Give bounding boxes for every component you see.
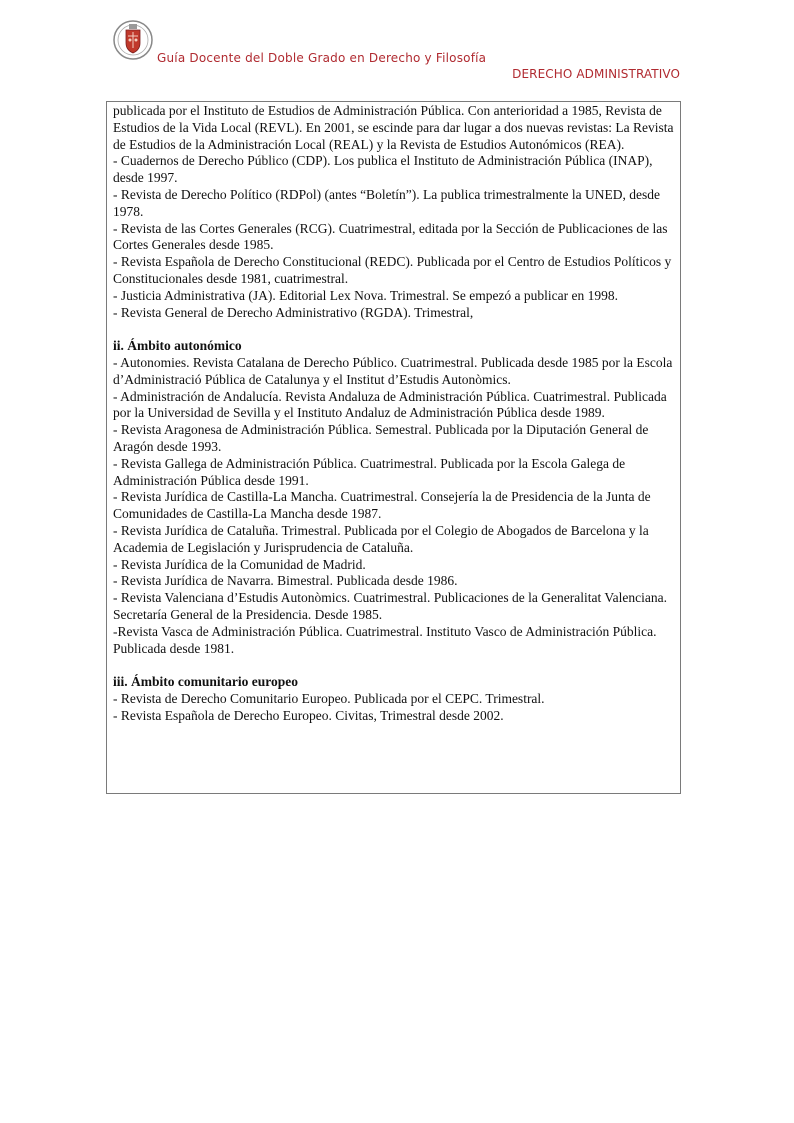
content-box [106, 101, 681, 794]
list-item: - Revista Aragonesa de Administración Pública. Semestral. Publicada por la Diputación General de Aragón desde 1993. [113, 422, 649, 454]
list-item: - Revista Jurídica de la Comunidad de Madrid. [113, 556, 366, 572]
university-crest-icon [112, 16, 154, 64]
document-title: Guía Docente del Doble Grado en Derecho y Filosofía [157, 51, 487, 65]
list-item: - Revista Jurídica de Castilla-La Mancha. Cuatrimestral. Consejería la de Presidencia de la Junta de Comunidades de Castilla-La Mancha desde 1987. [113, 489, 651, 522]
list-item: - Administración de Andalucía. Revista Andaluza de Administración Pública. Cuatrimestral. Publicada por la Universidad de Sevilla y el Instituto Andaluz de Administración Pública desde 1989. [113, 388, 667, 421]
list-item: - Revista de Derecho Comunitario Europeo. Publicada por el CEPC. Trimestral. [113, 690, 545, 706]
list-item: - Revista General de Derecho Administrativo (RGDA). Trimestral, [113, 304, 474, 320]
list-item: publicada por el Instituto de Estudios de Administración Pública. Con anterioridad a 1985, Revista de Estudios de la Vida Local (REVL). En 2001, se escinde para dar lugar a dos nuevas revistas: La Revista de Estudios de la Administración Local (REAL) y la Revista de Estudios Autonómicos (REA). [113, 103, 674, 152]
list-item: - Cuadernos de Derecho Público (CDP). Los publica el Instituto de Administración Pública (INAP), desde 1997. [113, 153, 653, 186]
section-heading-comunitario: iii. Ámbito comunitario europeo [113, 674, 298, 690]
list-item: - Justicia Administrativa (JA). Editorial Lex Nova. Trimestral. Se empezó a publicar en 1998. [113, 287, 619, 303]
list-item: - Revista de Derecho Político (RDPol) (antes “Boletín”). La publica trimestralmente la UNED, desde 1978. [113, 186, 660, 219]
list-item: - Revista Valenciana d’Estudis Autonòmics. Cuatrimestral. Publicaciones de la Generalitat Valenciana. Secretaría General de la Presidencia. Desde 1985. [113, 590, 667, 622]
spacer [113, 657, 674, 674]
list-item: - Revista Gallega de Administración Pública. Cuatrimestral. Publicada por la Escola Galega de Administración Pública desde 1991. [113, 455, 626, 488]
list-item: - Revista Jurídica de Cataluña. Trimestral. Publicada por el Colegio de Abogados de Barcelona y la Academia de Legislación y Jurisprudencia de Cataluña. [113, 522, 649, 555]
list-item: -Revista Vasca de Administración Pública. Cuatrimestral. Instituto Vasco de Administración Pública. Publicada desde 1981. [113, 623, 657, 656]
list-item: - Revista Jurídica de Navarra. Bimestral. Publicada desde 1986. [113, 573, 458, 589]
list-item: - Revista de las Cortes Generales (RCG). Cuatrimestral, editada por la Sección de Publicaciones de las Cortes Generales desde 1985. [113, 220, 668, 253]
subject-title: DERECHO ADMINISTRATIVO [512, 67, 680, 81]
list-item: - Revista Española de Derecho Europeo. Civitas, Trimestral desde 2002. [113, 707, 504, 723]
section-heading-autonomico: ii. Ámbito autonómico [113, 338, 242, 354]
list-item: - Revista Española de Derecho Constitucional (REDC). Publicada por el Centro de Estudios Políticos y Constitucionales desde 1981, cuatrimestral. [113, 254, 672, 286]
list-item: - Autonomies. Revista Catalana de Derecho Público. Cuatrimestral. Publicada desde 1985 por la Escola d’Administració Pública de Catalunya y el Institut d’Estudis Autonòmics. [113, 354, 673, 387]
spacer [113, 321, 674, 338]
